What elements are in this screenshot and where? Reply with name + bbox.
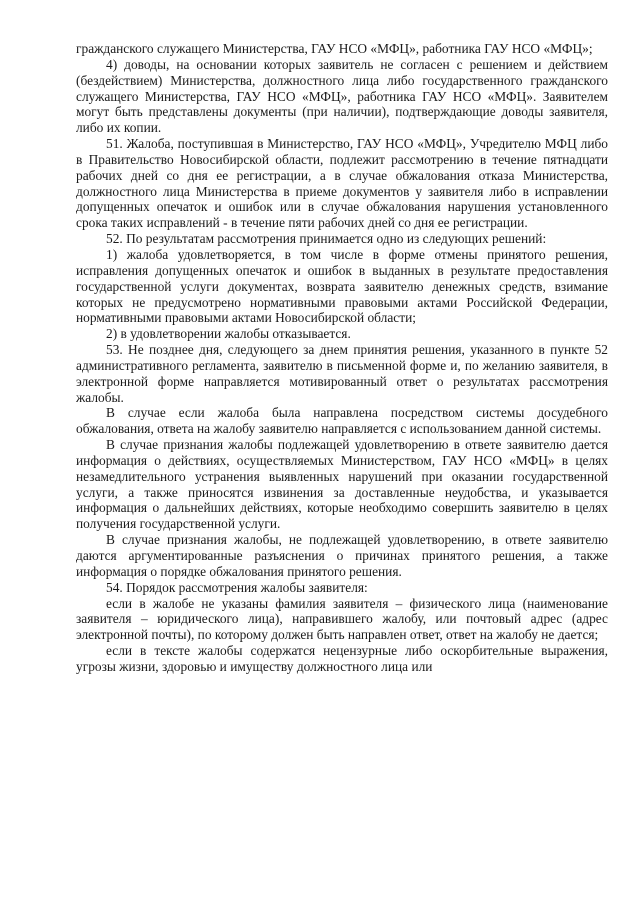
paragraph-7: 53. Не позднее дня, следующего за днем принятия решения, указанного в пункте 52 административного регламента, заявителю в письменной форме и, по желанию заявителя, в электронной форме направляется мотивированный ответ о результатах рассмотрения жалобы.: [76, 342, 608, 405]
paragraph-13: если в тексте жалобы содержатся нецензурные либо оскорбительные выражения, угрозы жизни, здоровью и имуществу должностного лица или: [76, 643, 608, 674]
paragraph-2: 4) доводы, на основании которых заявитель не согласен с решением и действием (бездействием) Министерства, должностного лица либо государственного гражданского служащего Министерства, ГАУ НСО «МФЦ», работника ГАУ НСО «МФЦ». Заявителем могут быть представлены документы (при наличии), подтверждающие доводы заявителя, либо их копии.: [76, 56, 608, 136]
paragraph-1: гражданского служащего Министерства, ГАУ НСО «МФЦ», работника ГАУ НСО «МФЦ»;: [76, 41, 593, 56]
paragraph-5: 1) жалоба удовлетворяется, в том числе в форме отмены принятого решения, исправления допущенных опечаток и ошибок в выданных в результате предоставления государственной услуги документах, возврата заявителю денежных средств, взимание которых не предусмотрено нормативными правовыми актами Российской Федерации, нормативными правовыми актами Новосибирской области;: [76, 246, 608, 326]
paragraph-11: 54. Порядок рассмотрения жалобы заявителя:: [106, 579, 368, 595]
paragraph-9: В случае признания жалобы подлежащей удовлетворению в ответе заявителю дается информация о действиях, осуществляемых Министерством, ГАУ НСО «МФЦ» в целях незамедлительного устранения выявленных нарушений при оказании государственной услуги, а также приносятся извинения за доставленные неудобства, и указывается информация о дальнейших действиях, которые необходимо совершить заявителю в целях получения государственной услуги.: [76, 437, 608, 532]
paragraph-12: если в жалобе не указаны фамилия заявителя – физического лица (наименование заявителя – юридического лица), направившего жалобу, или почтовый адрес (адрес электронной почты), по которому должен быть направлен ответ, ответ на жалобу не дается;: [76, 595, 608, 643]
paragraph-10: В случае признания жалобы, не подлежащей удовлетворению, в ответе заявителю даются аргументированные разъяснения о причинах принятого решения, а также информация о порядке обжалования принятого решения.: [76, 532, 608, 579]
paragraph-4: 52. По результатам рассмотрения принимается одно из следующих решений:: [106, 231, 547, 247]
paragraph-3: 51. Жалоба, поступившая в Министерство, ГАУ НСО «МФЦ», Учредителю МФЦ либо в Правительство Новосибирской области, подлежит рассмотрению в течение пятнадцати рабочих дней со дня ее регистрации, а в случае обжалования отказа Министерства, должностного лица Министерства в приеме документов у заявителя либо в исправлении допущенных опечаток и ошибок или в случае обжалования нарушения установленного срока таких исправлений - в течение пяти рабочих дней со дня ее регистрации.: [76, 136, 608, 231]
paragraph-6: 2) в удовлетворении жалобы отказывается.: [106, 326, 351, 342]
paragraph-8: В случае если жалоба была направлена посредством системы досудебного обжалования, ответа на жалобу заявителю направляется с использованием данной системы.: [76, 405, 608, 437]
